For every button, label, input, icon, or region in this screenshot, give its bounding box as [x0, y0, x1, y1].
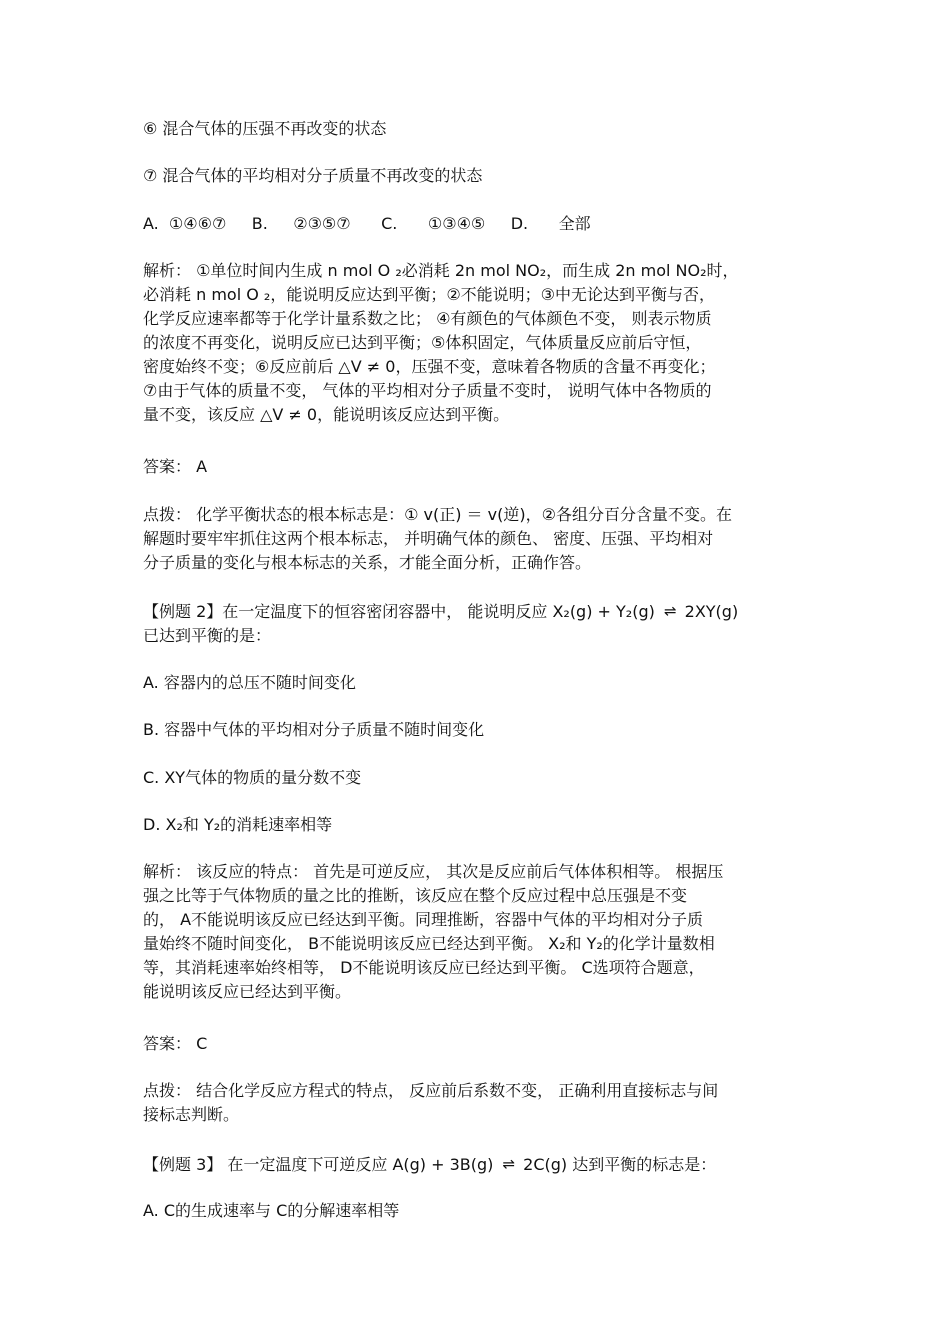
q3-stem-prefix: 【例题 3】 在一定温度下可逆反应 A(g) + 3B(g): [143, 1155, 494, 1174]
statement-6: ⑥ 混合气体的压强不再改变的状态: [143, 119, 387, 138]
q2-option-a: A. 容器内的总压不随时间变化: [143, 673, 356, 692]
q1-analysis: [143, 259, 823, 427]
q2-stem-line: [143, 599, 823, 624]
tip-line: 点拨： 化学平衡状态的根本标志是：① v(正) ＝ v(逆)，②各组分百分含量不变。在: [143, 505, 732, 524]
analysis-line: 必消耗 n mol O ₂，能说明反应达到平衡；②不能说明；③中无论达到平衡与否，: [143, 285, 716, 304]
statement-7: ⑦ 混合气体的平均相对分子质量不再改变的状态: [143, 166, 483, 185]
q3-option-a: A. C的生成速率与 C的分解速率相等: [143, 1201, 400, 1220]
analysis-line: 量始终不随时间变化， B不能说明该反应已经达到平衡。 X₂和 Y₂的化学计量数相: [143, 934, 715, 953]
analysis-line: 量不变，该反应 △V ≠ 0，能说明该反应达到平衡。: [143, 405, 510, 424]
analysis-line: 等，其消耗速率始终相等， D不能说明该反应已经达到平衡。 C选项符合题意，: [143, 958, 705, 977]
q2-answer: 答案： C: [143, 1034, 208, 1053]
analysis-line: ⑦由于气体的质量不变， 气体的平均相对分子质量不变时， 说明气体中各物质的: [143, 381, 712, 400]
q2-stem: [143, 599, 823, 648]
q2-analysis: [143, 860, 823, 1004]
q2-tip: [143, 1079, 823, 1127]
q1-answer: 答案： A: [143, 457, 208, 476]
analysis-line: 能说明该反应已经达到平衡。: [143, 982, 352, 1001]
analysis-line: 解析： 该反应的特点： 首先是可逆反应， 其次是反应前后气体体积相等。 根据压: [143, 862, 724, 881]
analysis-line: 强之比等于气体物质的量之比的推断，该反应在整个反应过程中总压强是不变: [143, 886, 688, 905]
tip-line: 解题时要牢牢抓住这两个根本标志， 并明确气体的颜色、 密度、压强、平均相对: [143, 529, 714, 548]
tip-line: 接标志判断。: [143, 1105, 240, 1124]
analysis-line: 化学反应速率都等于化学计量系数之比； ④有颜色的气体颜色不变， 则表示物质: [143, 309, 712, 328]
tip-line: 分子质量的变化与根本标志的关系，才能全面分析，正确作答。: [143, 553, 592, 572]
q3-stem-suffix: 2C(g) 达到平衡的标志是：: [523, 1155, 717, 1174]
q2-stem-suffix: 2XY(g): [684, 602, 739, 621]
analysis-line: 密度始终不变；⑥反应前后 △V ≠ 0，压强不变，意味着各物质的含量不再变化；: [143, 357, 716, 376]
q2-option-c: C. XY气体的物质的量分数不变: [143, 768, 362, 787]
q3-stem: [143, 1152, 823, 1177]
analysis-line: 解析： ①单位时间内生成 n mol O ₂必消耗 2n mol NO₂，而生成 2n mol NO₂时，: [143, 261, 739, 280]
q2-stem-prefix: 【例题 2】在一定温度下的恒容密闭容器中， 能说明反应 X₂(g) + Y₂(g): [143, 602, 655, 621]
q2-stem-line2: 已达到平衡的是：: [143, 626, 272, 645]
q2-option-b: B. 容器中气体的平均相对分子质量不随时间变化: [143, 720, 485, 739]
q1-tip: [143, 503, 823, 575]
q2-option-d: D. X₂和 Y₂的消耗速率相等: [143, 815, 333, 834]
tip-line: 点拨： 结合化学反应方程式的特点， 反应前后系数不变， 正确利用直接标志与间: [143, 1081, 719, 1100]
analysis-line: 的， A不能说明该反应已经达到平衡。同理推断，容器中气体的平均相对分子质: [143, 910, 704, 929]
equilibrium-arrow-icon: ⇌: [502, 1155, 515, 1173]
q3-stem-line: [143, 1152, 823, 1177]
analysis-line: 的浓度不再变化，说明反应已达到平衡；⑤体积固定，气体质量反应前后守恒，: [143, 333, 702, 352]
equilibrium-arrow-icon: ⇌: [663, 602, 676, 620]
q1-options: A. ①④⑥⑦ B. ②③⑤⑦ C. ①③④⑤ D. 全部: [143, 214, 591, 233]
